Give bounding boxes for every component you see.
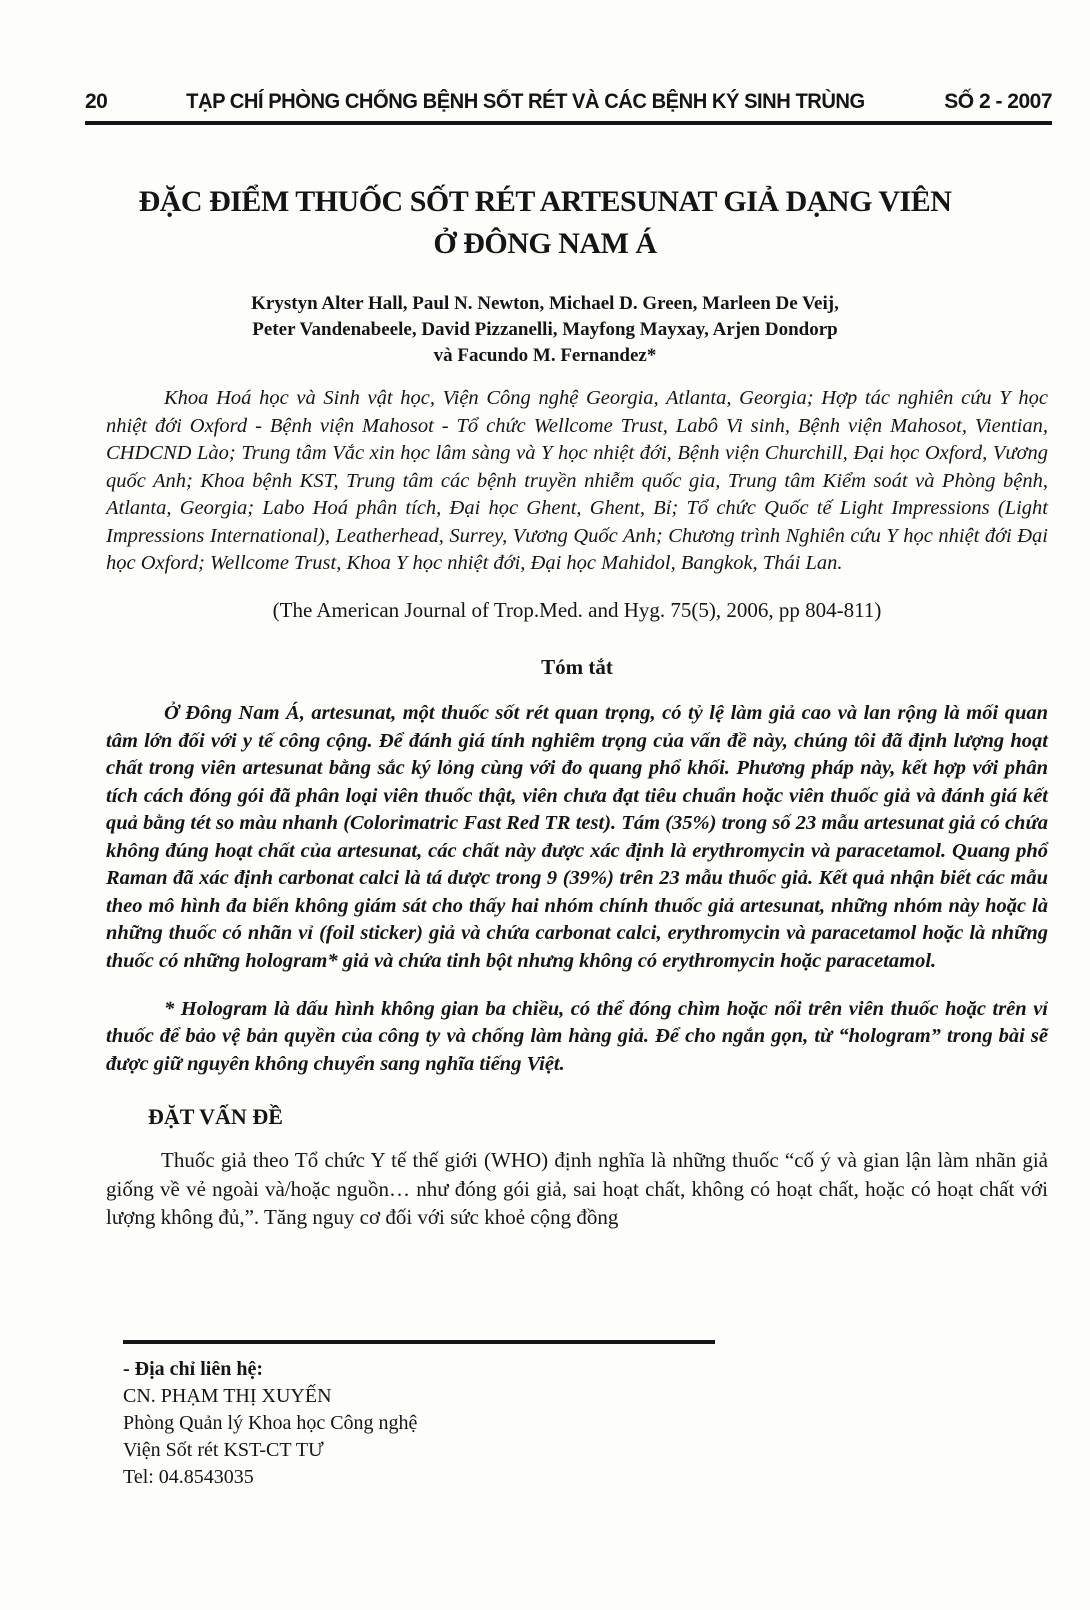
page-number: 20	[85, 90, 108, 113]
contact-label: - Địa chỉ liên hệ:	[123, 1358, 263, 1380]
affiliation-paragraph: Khoa Hoá học và Sinh vật học, Viện Công nghệ Georgia, Atlanta, Georgia; Hợp tác nghiên cứu Y học nhiệt đới Oxford - Bệnh viện Mahosot - Tổ chức Wellcome Trust, Labô Vi sinh, Bệnh viện Mahosot, Vientian, CHDCND Lào; Trung tâm Vắc xin học lâm sàng và Y học nhiệt đới, Bệnh viện Churchill, Đại học Oxford, Vương quốc Anh; Khoa bệnh KST, Trung tâm các bệnh truyền nhiễm quốc gia, Trung tâm Kiểm soát và Phòng bệnh, Atlanta, Georgia; Labo Hoá phân tích, Đại học Ghent, Ghent, Bỉ; Tổ chức Quốc tế Light Impressions (Light Impressions International), Leatherhead, Surrey, Vương Quốc Anh; Chương trình Nghiên cứu Y học nhiệt đới Đại học Oxford; Wellcome Trust, Khoa Y học nhiệt đới, Đại học Mahidol, Bangkok, Thái Lan.	[106, 387, 1048, 574]
contact-organization: Viện Sốt rét KST-CT TƯ	[123, 1439, 324, 1461]
contact-footer	[123, 1340, 1048, 1491]
article-title	[50, 181, 1040, 265]
intro-paragraph: Thuốc giả theo Tổ chức Y tế thế giới (WHO) định nghĩa là những thuốc “cố ý và gian lận làm nhãn giả giống về vẻ ngoài và/hoặc nguồn… như đóng gói giả, sai hoạt chất, không có hoạt chất, hoặc có hoạt chất với lượng không đủ,”. Tăng nguy cơ đối với sức khoẻ cộng đồng	[106, 1148, 1048, 1229]
abstract-paragraph: Ở Đông Nam Á, artesunat, một thuốc sốt rét quan trọng, có tỷ lệ làm giả cao và lan rộng là mối quan tâm lớn đối với y tế công cộng. Để đánh giá tính nghiêm trọng của vấn đề này, chúng tôi đã định lượng hoạt chất trong viên artesunat bằng sắc ký lỏng cùng với đo quang phổ khối. Phương pháp này, kết hợp với phân tích cách đóng gói đã phân loại viên thuốc thật, viên chưa đạt tiêu chuẩn hoặc viên thuốc giả và đánh giá kết quả bằng tét so màu nhanh (Colorimatric Fast Red TR test). Tám (35%) trong số 23 mẫu artesunat giả có chứa không đúng hoạt chất của artesunat, các chất này được xác định là erythromycin và paracetamol. Quang phổ Raman đã xác định carbonat calci là tá dược trong 9 (39%) trên 23 mẫu thuốc giả. Kết quả nhận biết các mẫu theo mô hình đa biến không giám sát cho thấy hai nhóm chính thuốc giả artesunat, những nhóm này hoặc là những thuốc có nhãn vỉ (foil sticker) giả và chứa carbonat calci, erythromycin và paracetamol hoặc là những thuốc có những hologram* giả và chứa tinh bột nhưng không có erythromycin hoặc paracetamol.	[106, 702, 1048, 972]
article-title-line-2: Ở ĐÔNG NAM Á	[433, 227, 657, 260]
author-line-2: Peter Vandenabeele, David Pizzanelli, Mayfong Mayxay, Arjen Dondorp	[252, 319, 838, 340]
source-citation: (The American Journal of Trop.Med. and Hyg. 75(5), 2006, pp 804-811)	[272, 598, 882, 622]
section-heading-dat-van-de: ĐẶT VẤN ĐỀ	[148, 1104, 283, 1129]
article-title-line-1: ĐẶC ĐIỂM THUỐC SỐT RÉT ARTESUNAT GIẢ DẠNG VIÊN	[138, 185, 952, 218]
contact-name: CN. PHẠM THỊ XUYẾN	[123, 1385, 332, 1407]
author-line-1: Krystyn Alter Hall, Paul N. Newton, Michael D. Green, Marleen De Veij,	[251, 293, 839, 314]
journal-title: TẠP CHÍ PHÒNG CHỐNG BỆNH SỐT RÉT VÀ CÁC BỆNH KÝ SINH TRÙNG	[186, 90, 866, 113]
running-head	[85, 90, 1052, 125]
footer-rule	[123, 1340, 715, 1344]
contact-tel: Tel: 04.8543035	[123, 1466, 254, 1488]
author-list	[60, 291, 1030, 369]
abstract-heading: Tóm tắt	[541, 655, 613, 679]
contact-department: Phòng Quản lý Khoa học Công nghệ	[123, 1412, 418, 1434]
author-line-3: và Facundo M. Fernandez*	[433, 345, 657, 366]
hologram-footnote: * Hologram là dấu hình không gian ba chiều, có thể đóng chìm hoặc nổi trên viên thuốc hoặc trên vỉ thuốc để bảo vệ bản quyền của công ty và chống làm hàng giả. Để cho ngắn gọn, từ “hologram” trong bài sẽ được giữ nguyên không chuyển sang nghĩa tiếng Việt.	[106, 997, 1048, 1075]
issue-number: SỐ 2 - 2007	[944, 90, 1052, 113]
